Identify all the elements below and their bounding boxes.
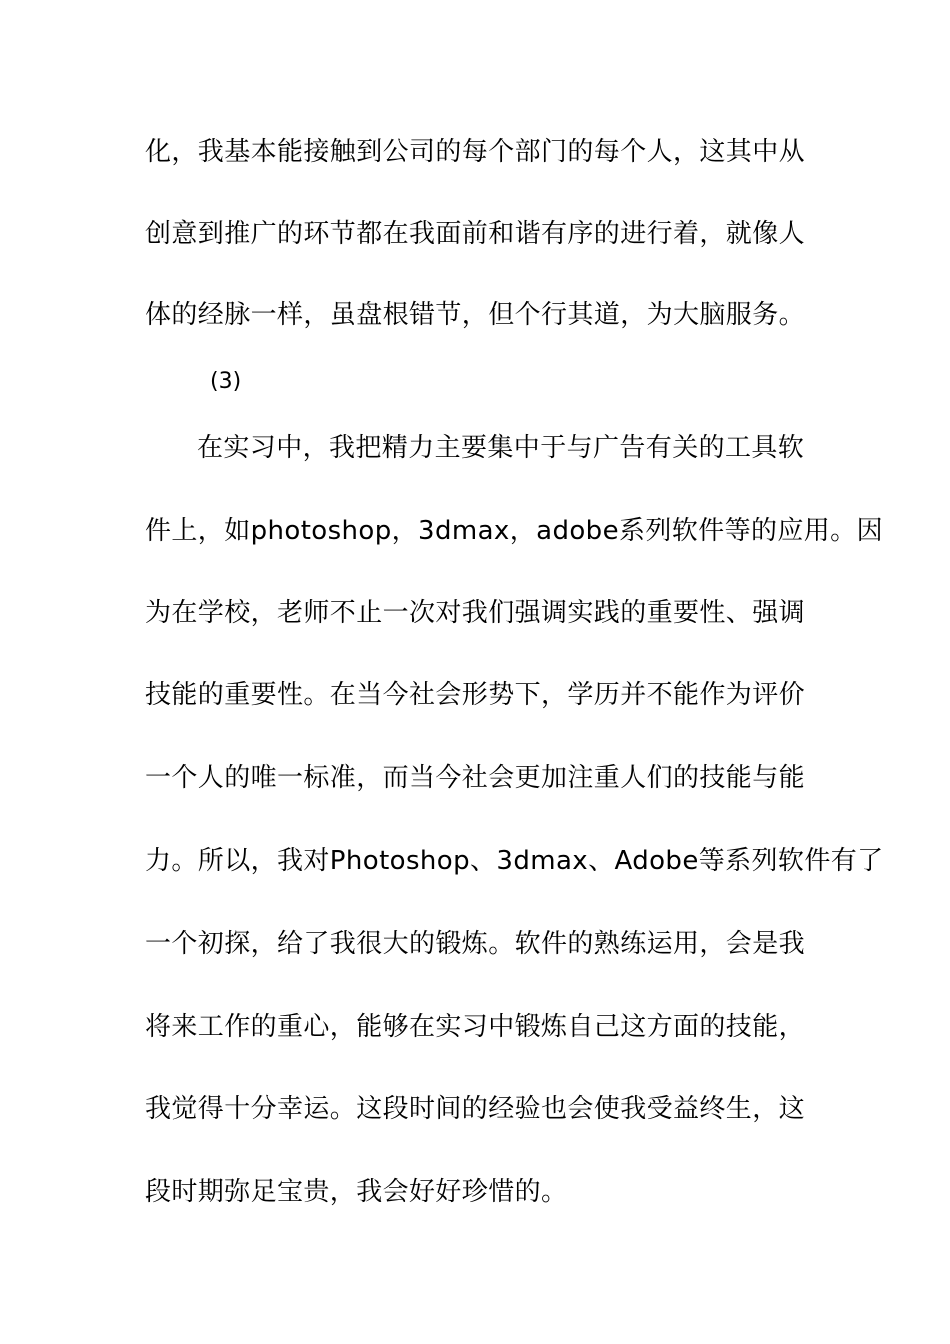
text-line: 化，我基本能接触到公司的每个部门的每个人，这其中从: [145, 137, 806, 167]
text-line: 力。所以，我对Photoshop、3dmax、Adobe等系列软件有了: [145, 846, 884, 876]
text-line: 将来工作的重心，能够在实习中锻炼自己这方面的技能，: [145, 1012, 806, 1042]
text-line: 一个初探，给了我很大的锻炼。软件的熟练运用，会是我: [145, 929, 806, 959]
text-line: 在实习中，我把精力主要集中于与广告有关的工具软: [197, 433, 805, 463]
text-line: 体的经脉一样，虽盘根错节，但个行其道，为大脑服务。: [145, 300, 806, 330]
text-line: 我觉得十分幸运。这段时间的经验也会使我受益终生，这: [145, 1094, 806, 1124]
text-line: 为在学校，老师不止一次对我们强调实践的重要性、强调: [145, 598, 806, 628]
text-line: 件上，如photoshop，3dmax，adobe系列软件等的应用。因: [145, 516, 883, 546]
text-line: 段时期弥足宝贵，我会好好珍惜的。: [145, 1177, 568, 1207]
section-marker: (3): [210, 369, 242, 394]
text-line: 创意到推广的环节都在我面前和谐有序的进行着，就像人: [145, 219, 806, 249]
text-line: 一个人的唯一标准，而当今社会更加注重人们的技能与能: [145, 763, 806, 793]
text-line: 技能的重要性。在当今社会形势下，学历并不能作为评价: [145, 680, 806, 710]
